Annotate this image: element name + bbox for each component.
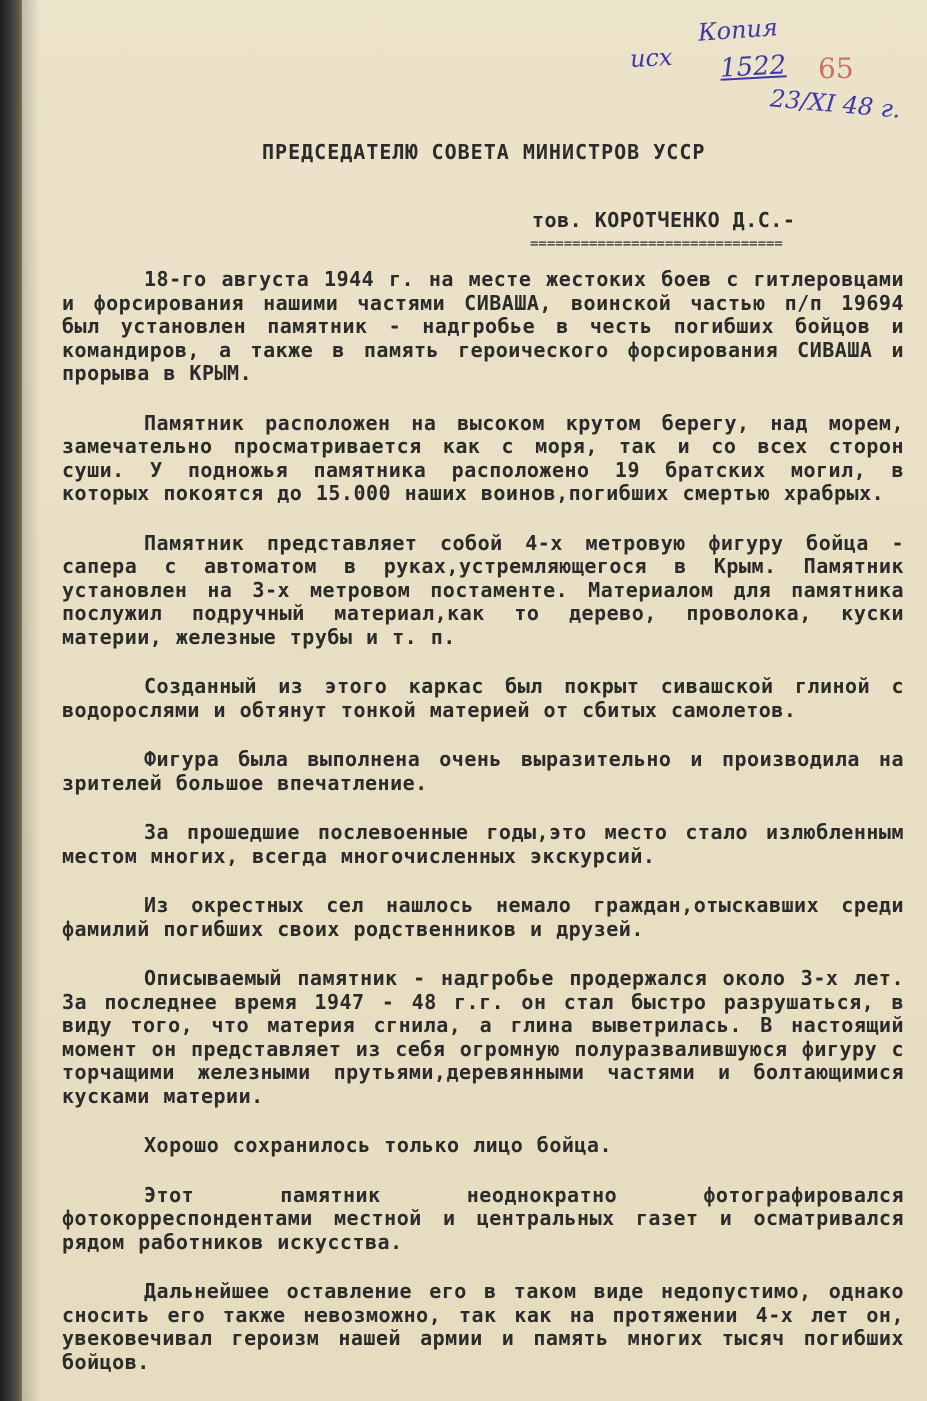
paragraph: 18-го августа 1944 г. на месте жестоких боев с гитлеровцами и форсирования нашими частями СИВАША, воинской частью п/п 19694 был установлен памятник - надгробье в честь погибших бойцов и командиров, а также в память героического форсирования СИВАША и прорыва в КРЫМ. <box>62 267 904 385</box>
paragraph: Из окрестных сел нашлось немало граждан,отыскавших среди фамилий погибших своих родственников и друзей. <box>62 893 904 941</box>
handwritten-outgoing-mark: исх <box>629 42 674 74</box>
binding-edge <box>0 0 22 1401</box>
paragraph: Дальнейшее оставление его в таком виде недопустимо, однако сносить его также невозможно, так как на протяжении 4-х лет он, увековечивал героизм нашей армии и память многих тысяч погибших бойцов. <box>62 1279 904 1374</box>
paragraph: Этот памятник неоднократно фотографировался фотокорреспондентами местной и центральных газет и осматривался рядом работников искусства. <box>62 1182 904 1254</box>
addressee-line: тов. КОРОТЧЕНКО Д.С.- <box>532 208 796 232</box>
page-fold-shadow <box>22 0 40 1401</box>
paragraph: Фигура была выполнена очень выразительно и производила на зрителей большое впечатление. <box>62 747 904 795</box>
red-sheet-number: 65 <box>818 52 854 85</box>
paragraph: За прошедшие послевоенные годы,это место стало излюбленным местом многих, всегда многочисленных экскурсий. <box>62 820 904 868</box>
document-body <box>62 268 904 1400</box>
paragraph: Хорошо сохранилось только лицо бойца. <box>144 1133 613 1157</box>
paragraph: Описываемый памятник - надгробье продержался около 3-х лет. За последнее время 1947 - 48 г.г. он стал быстро разрушаться, в виду того, что материя сгнила, а глина выветрилась. В настоящий момент он представляет из себя огромную полуразвалившуюся фигуру с торчащими железными прутьями,деревянными частями и болтающимися кусками материи. <box>62 966 904 1108</box>
paragraph: Созданный из этого каркас был покрыт сивашской глиной с водорослями и обтянут тонкой материей от сбитых самолетов. <box>62 674 904 722</box>
document-heading: ПРЕДСЕДАТЕЛЮ СОВЕТА МИНИСТРОВ УССР <box>262 140 706 164</box>
handwritten-date: 23/ХІ 48 г. <box>769 84 902 124</box>
paragraph: Памятник расположен на высоком крутом берегу, над морем, замечательно просматривается как с моря, так и со всех сторон суши. У подножья памятника расположено 19 братских могил, в которых покоятся до 15.000 наших воинов,погибших смертью храбрых. <box>62 410 904 505</box>
handwritten-copy-mark: Копия <box>697 13 779 47</box>
handwritten-outgoing-number: 1522 <box>719 50 787 84</box>
addressee-underline: ============================== <box>530 236 783 250</box>
paragraph: Памятник представляет собой 4-х метровую фигуру бойца - сапера с автоматом в руках,устремляющегося в Крым. Памятник установлен на 3-х метровом постаменте. Материалом для памятника послужил подручный материал,как то дерево, проволока, куски материи, железные трубы и т. п. <box>62 530 904 649</box>
